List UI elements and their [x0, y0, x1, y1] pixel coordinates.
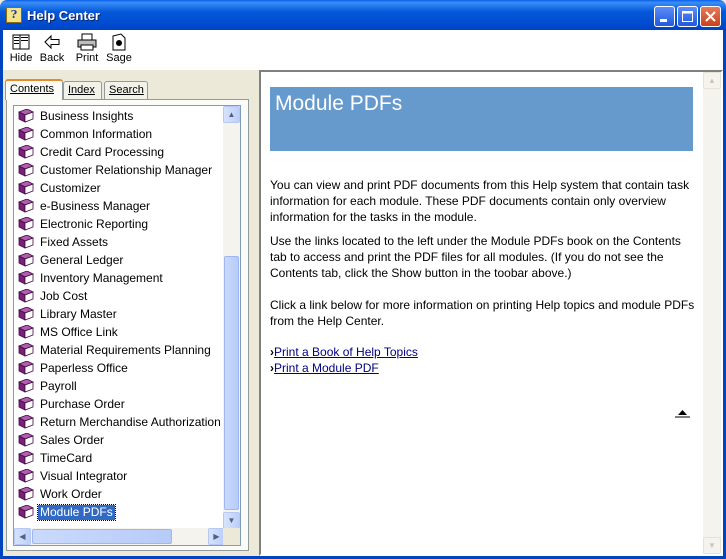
- tree-item-label: Job Cost: [40, 288, 88, 303]
- tree-item-label: Customer Relationship Manager: [40, 162, 213, 177]
- tree-item[interactable]: [18, 449, 94, 467]
- tree-item-label: Return Merchandise Authorization: [40, 414, 221, 429]
- print-label: Print: [75, 52, 99, 64]
- tree-item[interactable]: [18, 413, 223, 431]
- tab-index[interactable]: Index: [63, 81, 102, 99]
- book-icon: [18, 397, 34, 411]
- tree-item[interactable]: [18, 467, 129, 485]
- tree-item-label: Inventory Management: [40, 270, 163, 285]
- book-icon: [18, 163, 34, 177]
- contents-tree[interactable]: [13, 105, 241, 546]
- tree-item[interactable]: [18, 323, 120, 341]
- help-icon[interactable]: ?: [6, 7, 22, 23]
- tree-item[interactable]: [18, 341, 213, 359]
- tree-item[interactable]: [18, 485, 104, 503]
- book-icon: [18, 145, 34, 159]
- topic-scroll-down-button[interactable]: ▼: [703, 537, 721, 554]
- heading-band: [270, 87, 693, 151]
- maximize-icon: [678, 7, 697, 26]
- sage-button[interactable]: [104, 33, 134, 67]
- printer-icon: [76, 33, 98, 51]
- tree-item[interactable]: [18, 359, 130, 377]
- tree-item-label: Purchase Order: [40, 396, 125, 411]
- book-icon: [18, 181, 34, 195]
- book-icon: [18, 487, 34, 501]
- book-icon: [18, 379, 34, 393]
- scroll-left-button[interactable]: ◀: [14, 528, 31, 545]
- book-icon: [18, 235, 34, 249]
- print-module-pdf-link[interactable]: Print a Module PDF: [274, 361, 379, 375]
- tree-item[interactable]: [18, 215, 150, 233]
- tree-vertical-scrollbar[interactable]: [223, 106, 240, 529]
- scroll-thumb[interactable]: [224, 256, 239, 510]
- tree-item-label: Customizer: [40, 180, 101, 195]
- tree-item-label: Sales Order: [40, 432, 105, 447]
- book-icon: [18, 433, 34, 447]
- back-button[interactable]: [37, 33, 67, 67]
- tree-item-label: Electronic Reporting: [40, 216, 149, 231]
- tree-item-label: Paperless Office: [40, 360, 128, 375]
- book-icon: [18, 415, 34, 429]
- intro-paragraph: You can view and print PDF documents from this Help system that contain task information for each module. These PDF documents contain only overview information for the tasks in the module.: [270, 178, 690, 224]
- scroll-up-button[interactable]: ▲: [223, 106, 240, 123]
- sage-label: Sage: [106, 52, 132, 64]
- tree-item[interactable]: [18, 305, 119, 323]
- book-icon: [18, 325, 34, 339]
- tree-item[interactable]: [18, 251, 125, 269]
- scroll-corner: [223, 528, 240, 545]
- tree-item-label: Common Information: [40, 126, 153, 141]
- link-row-module: [270, 361, 379, 376]
- book-icon: [18, 199, 34, 213]
- hide-icon: [11, 33, 31, 51]
- tree-item-label: Module PDFs: [40, 504, 113, 519]
- tree-item-label: TimeCard: [40, 450, 93, 465]
- book-icon: [18, 289, 34, 303]
- contents-tab-paragraph: Use the links located to the left under the Module PDFs book on the Contents tab to access and print the PDF files for all modules. (If you do not see the Contents tab, click the Show button in the toobar above.): [270, 234, 681, 280]
- tree-item-label: Work Order: [40, 486, 102, 501]
- tree-list: [14, 106, 225, 529]
- topic-scroll-up-button[interactable]: ▲: [703, 72, 721, 89]
- tree-item-label: Business Insights: [40, 108, 134, 123]
- book-icon: [18, 109, 34, 123]
- book-icon: [18, 271, 34, 285]
- links-intro-paragraph: Click a link below for more information on printing Help topics and module PDFs from the Help Center.: [270, 298, 695, 328]
- navigation-pane: [3, 70, 255, 556]
- scroll-down-button[interactable]: ▼: [223, 512, 240, 529]
- hide-button[interactable]: [6, 33, 36, 67]
- book-icon: [18, 127, 34, 141]
- book-icon: [18, 307, 34, 321]
- link-arrow-icon: ›: [270, 361, 274, 375]
- book-icon: [18, 451, 34, 465]
- tree-item-label: e-Business Manager: [40, 198, 151, 213]
- page-title: Module PDFs: [275, 92, 403, 115]
- book-icon: [18, 217, 34, 231]
- tree-item-label: Visual Integrator: [40, 468, 128, 483]
- tree-item[interactable]: [18, 503, 115, 521]
- book-icon: [18, 253, 34, 267]
- tree-item[interactable]: [18, 233, 110, 251]
- back-label: Back: [39, 52, 65, 64]
- print-book-link[interactable]: Print a Book of Help Topics: [274, 345, 418, 359]
- topic-vertical-scrollbar[interactable]: [703, 72, 721, 554]
- title-bar: [0, 0, 726, 30]
- sage-icon: [109, 33, 129, 51]
- minimize-icon: [655, 7, 674, 26]
- tree-item[interactable]: [18, 143, 166, 161]
- tree-item[interactable]: [18, 287, 89, 305]
- hide-label: Hide: [9, 52, 33, 64]
- book-icon: [18, 505, 34, 519]
- book-icon: [18, 469, 34, 483]
- tree-item[interactable]: [18, 125, 154, 143]
- tree-item-label: Credit Card Processing: [40, 144, 165, 159]
- topic-content: [261, 72, 703, 554]
- tree-item[interactable]: [18, 107, 135, 125]
- contents-panel: [6, 99, 249, 551]
- tree-item[interactable]: [18, 269, 165, 287]
- topic-pane: [259, 70, 723, 556]
- link-row-book: [270, 345, 418, 360]
- book-icon: [18, 343, 34, 357]
- window-title: Help Center: [27, 8, 100, 23]
- tab-search[interactable]: Search: [104, 81, 148, 99]
- tree-item[interactable]: [18, 161, 214, 179]
- tree-item[interactable]: [18, 395, 127, 413]
- toolbar: [0, 30, 726, 70]
- book-icon: [18, 361, 34, 375]
- back-arrow-icon: [42, 33, 62, 51]
- maximize-button[interactable]: [677, 6, 698, 27]
- close-icon: [701, 7, 720, 26]
- close-button[interactable]: [700, 6, 721, 27]
- tree-item[interactable]: [18, 179, 103, 197]
- back-to-top-icon[interactable]: [675, 408, 690, 418]
- tree-item[interactable]: [18, 377, 79, 395]
- print-button[interactable]: [72, 33, 102, 67]
- tree-item-label: General Ledger: [40, 252, 124, 267]
- tree-item-label: Payroll: [40, 378, 77, 393]
- link-arrow-icon: ›: [270, 345, 274, 359]
- tree-item[interactable]: [18, 197, 152, 215]
- tree-item[interactable]: [18, 431, 106, 449]
- tree-item-label: Fixed Assets: [40, 234, 109, 249]
- tab-contents[interactable]: Contents: [5, 79, 63, 100]
- tree-item-label: Material Requirements Planning: [40, 342, 211, 357]
- scroll-right-button[interactable]: ▶: [208, 528, 225, 545]
- tree-horizontal-scrollbar[interactable]: [14, 528, 225, 545]
- minimize-button[interactable]: [654, 6, 675, 27]
- tree-item-label: Library Master: [40, 306, 117, 321]
- hscroll-thumb[interactable]: [32, 529, 172, 544]
- tree-item-label: MS Office Link: [40, 324, 118, 339]
